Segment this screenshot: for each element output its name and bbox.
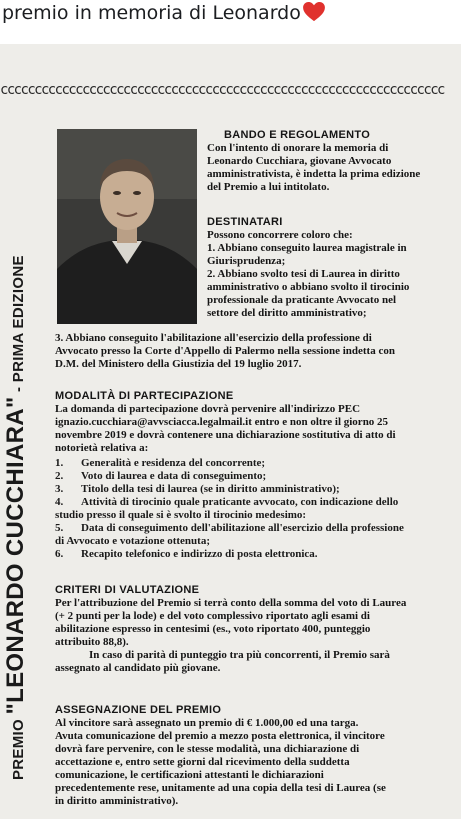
bando-line: Con l'intento di onorare la memoria di (207, 142, 389, 154)
bando-line: Leonardo Cucchiara, giovane Avvocato (207, 155, 392, 167)
red-heart-icon (303, 2, 325, 22)
item-text: Titolo della tesi di laurea (se in diritto amministrativo); (81, 483, 340, 495)
document-photo (0, 44, 461, 819)
criteri-line: (+ 2 punti per la lode) e del voto complessivo riportato agli esami di (55, 610, 370, 622)
modalita-item (55, 483, 459, 496)
bando-line: amministrativista, è indetta la prima edizione (207, 168, 421, 180)
modalita-item (55, 470, 459, 483)
assegnazione-heading: ASSEGNAZIONE DEL PREMIO (55, 704, 222, 716)
item-text: Attività di tirocinio quale praticante avvocato, con indicazione dello (81, 496, 399, 508)
assegnazione-line: Al vincitore sarà assegnato un premio di € 1.000,00 ed una targa. (55, 717, 359, 729)
item-number: 6. (55, 548, 64, 560)
item-number: 3. (55, 483, 64, 495)
criteri-line: abilitazione espresso in centesimi (es., voto riportato 400, punteggio (55, 623, 371, 635)
destinatari-line: amministrativo o abbiano svolto il tirocinio (207, 281, 410, 293)
criteri-line: assegnato al candidato più giovane. (55, 662, 221, 674)
decorative-rule: ccccccccccccccccccccccccccccccccccccccccccccccccccccccccccccccccc (0, 84, 444, 96)
destinatari-line: Giurisprudenza; (207, 255, 286, 267)
bando-line: del Premio a lui intitolato. (207, 181, 330, 193)
item-text: di Avvocato e votazione ottenuta; (55, 535, 210, 547)
destinatari-line: 2. Abbiano svolto tesi di Laurea in diritto (207, 268, 400, 280)
criteri-text (55, 597, 459, 675)
modalita-line: ignazio.cucchiara@avvsciacca.legalmail.it entro e non oltre il giorno 25 (55, 416, 389, 428)
destinatari-line: professionale da praticante Avvocato nel (207, 294, 397, 306)
side-title (2, 255, 30, 780)
modalita-heading: MODALITÀ DI PARTECIPAZIONE (55, 390, 234, 402)
side-title-main: "LEONARDO CUCCHIARA" (2, 396, 29, 715)
item-text: Data di conseguimento dell'abilitazione all'esercizio della professione (81, 522, 404, 534)
portrait-photo (57, 129, 197, 324)
destinatari-intro: Possono concorrere coloro che: (207, 229, 353, 241)
assegnazione-line: Avuta comunicazione del premio a mezzo posta elettronica, il vincitore (55, 730, 385, 742)
criteri-heading: CRITERI DI VALUTAZIONE (55, 584, 200, 596)
destinatari-text (207, 229, 459, 320)
assegnazione-line: precedentemente rese, unitamente ad una copia della tesi di Laurea (se (55, 782, 386, 794)
bando-heading: BANDO E REGOLAMENTO (224, 129, 371, 141)
modalita-item (55, 496, 459, 509)
item-text: Recapito telefonico e indirizzo di posta elettronica. (81, 548, 318, 560)
side-title-prefix: PREMIO (10, 714, 27, 780)
destinatari-item3 (55, 332, 459, 371)
modalita-item (55, 457, 459, 470)
item-text: studio presso il quale si è svolto il tirocinio medesimo: (55, 509, 307, 521)
assegnazione-text (55, 717, 459, 808)
modalita-item (55, 548, 459, 561)
item-number: 2. (55, 470, 64, 482)
modalita-item (55, 509, 459, 522)
modalita-line: La domanda di partecipazione dovrà pervenire all'indirizzo PEC (55, 403, 361, 415)
modalita-line: novembre 2019 e dovrà contenere una dichiarazione sostitutiva di atto di (55, 429, 396, 441)
assegnazione-line: in diritto amministrativo). (55, 795, 179, 807)
item-number: 5. (55, 522, 64, 534)
criteri-line: Per l'attribuzione del Premio si terrà conto della somma del voto di Laurea (55, 597, 407, 609)
modalita-item (55, 522, 459, 535)
modalita-line: notorietà relativa a: (55, 442, 149, 454)
item-number: 1. (55, 457, 64, 469)
item-text: Generalità e residenza del concorrente; (81, 457, 266, 469)
criteri-line: In caso di parità di punteggio tra più concorrenti, il Premio sarà (89, 649, 390, 661)
post-title (2, 2, 325, 24)
modalita-text (55, 403, 459, 455)
destinatari-line: 1. Abbiano conseguito laurea magistrale in (207, 242, 407, 254)
destinatari-item3-line: Avvocato presso la Corte d'Appello di Palermo nella sessione indetta con (55, 345, 395, 357)
item-number: 4. (55, 496, 64, 508)
item-text: Voto di laurea e data di conseguimento; (81, 470, 267, 482)
destinatari-line: settore del diritto amministrativo; (207, 307, 367, 319)
modalita-item (55, 535, 459, 548)
assegnazione-line: comunicazione, le certificazioni attestanti le dichiarazioni (55, 769, 324, 781)
criteri-line: attribuito 88,8). (55, 636, 129, 648)
destinatari-heading: DESTINATARI (207, 216, 283, 228)
post-title-text: premio in memoria di Leonardo (2, 2, 301, 24)
bando-text (207, 142, 459, 194)
side-title-suffix: - PRIMA EDIZIONE (10, 255, 27, 397)
assegnazione-line: accettazione e, entro sette giorni dal ricevimento della suddetta (55, 756, 350, 768)
destinatari-item3-line: D.M. del Ministero della Giustizia del 19 luglio 2017. (55, 358, 302, 370)
post-header (0, 0, 461, 45)
destinatari-item3-line: 3. Abbiano conseguito l'abilitazione all'esercizio della professione di (55, 332, 372, 344)
assegnazione-line: dovrà fare pervenire, con le stesse modalità, una dichiarazione di (55, 743, 360, 755)
